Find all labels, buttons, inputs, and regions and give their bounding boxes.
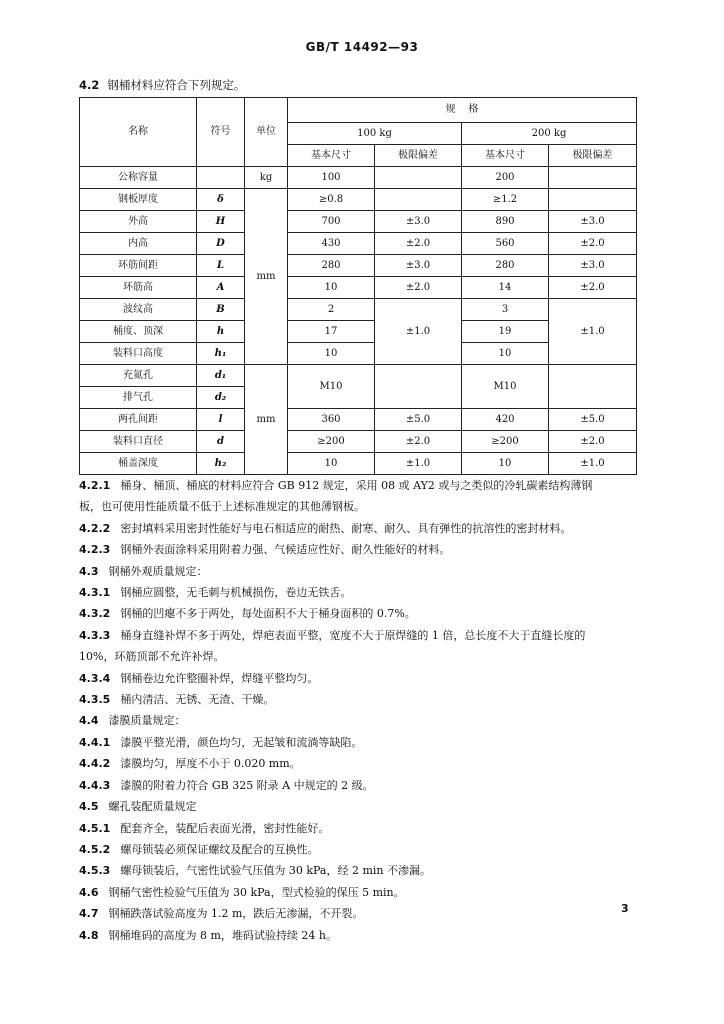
table-row <box>80 299 637 321</box>
cell-100-basic: 100 <box>288 167 375 189</box>
table-row <box>80 167 637 189</box>
clause-4-5 <box>79 796 639 817</box>
clause-text: 钢桶的凹瘪不多于两处，每处面积不大于桶身面积的 0.7%。 <box>120 607 416 621</box>
clause-4-5-2 <box>79 839 639 860</box>
clause-number: 4.3.4 <box>79 671 111 685</box>
clause-text: 钢桶堆码的高度为 8 m，堆码试验持续 24 h。 <box>108 928 337 942</box>
cell-100-basic: 430 <box>288 233 375 255</box>
cell-name: 装料口高度 <box>80 343 197 365</box>
clause-number: 4.5.1 <box>79 821 111 835</box>
clause-text: 漆膜质量规定： <box>108 714 186 728</box>
cell-200-tol <box>549 365 637 409</box>
cell-100-tol: ±3.0 <box>375 255 462 277</box>
col-header-basic-size: 基本尺寸 <box>288 145 375 167</box>
cell-100-tol <box>375 167 462 189</box>
cell-symbol: d₂ <box>197 387 245 409</box>
clause-number: 4.2.1 <box>79 479 111 492</box>
cell-200-tol: ±2.0 <box>549 431 637 453</box>
cell-200-tol <box>549 189 637 211</box>
cell-unit-mm: mm <box>245 189 288 365</box>
clause-4-3-1 <box>79 582 639 603</box>
cell-200-basic: 10 <box>462 343 549 365</box>
clause-text: 配套齐全，装配后表面光滑，密封性能好。 <box>120 821 330 835</box>
cell-200-basic: 14 <box>462 277 549 299</box>
clause-number: 4.4.1 <box>79 735 111 749</box>
clause-4-4-1 <box>79 732 639 753</box>
cell-200-basic: 19 <box>462 321 549 343</box>
cell-symbol: B <box>197 299 245 321</box>
clause-number: 4.3.2 <box>79 607 111 621</box>
clause-number: 4.5.2 <box>79 842 111 856</box>
cell-200-tol <box>549 167 637 189</box>
table-row <box>80 189 637 211</box>
clause-4-3 <box>79 561 639 582</box>
cell-symbol: d₁ <box>197 365 245 387</box>
clause-text: 钢桶卷边允许整圈补焊，焊缝平整均匀。 <box>120 671 319 685</box>
table-row <box>80 431 637 453</box>
cell-200-basic: 3 <box>462 299 549 321</box>
cell-100-basic: 17 <box>288 321 375 343</box>
cell-symbol: h₁ <box>197 343 245 365</box>
col-header-symbol: 符号 <box>197 98 245 167</box>
clause-body <box>79 475 639 946</box>
cell-200-basic: ≥1.2 <box>462 189 549 211</box>
clause-4-5-1 <box>79 818 639 839</box>
cell-name: 波纹高 <box>80 299 197 321</box>
clause-text-continued: 10%，环筋顶部不允许补焊。 <box>79 650 225 664</box>
clause-text: 桶内清洁、无锈、无渣、干燥。 <box>120 693 275 707</box>
clause-number: 4.7 <box>79 907 99 921</box>
clause-4-7 <box>79 903 639 924</box>
clause-4-3-3 <box>79 625 639 668</box>
cell-100-tol: ±3.0 <box>375 211 462 233</box>
cell-name: 充氮孔 <box>80 365 197 387</box>
clause-4-5-3 <box>79 860 639 881</box>
cell-100-thread: M10 <box>288 365 375 409</box>
clause-text: 漆膜平整光滑，颜色均匀，无起皱和流淌等缺陷。 <box>120 735 363 749</box>
clause-4-2-1 <box>79 475 639 518</box>
cell-200-basic: 560 <box>462 233 549 255</box>
table-row <box>80 409 637 431</box>
cell-100-tol: ±2.0 <box>375 277 462 299</box>
cell-name: 环筋高 <box>80 277 197 299</box>
cell-200-tol: ±2.0 <box>549 277 637 299</box>
table-row <box>80 211 637 233</box>
col-header-100kg: 100 kg <box>288 123 462 145</box>
cell-symbol: h <box>197 321 245 343</box>
material-spec-table <box>79 97 637 475</box>
clause-number: 4.8 <box>79 928 99 942</box>
cell-200-basic: ≥200 <box>462 431 549 453</box>
cell-200-tol: ±5.0 <box>549 409 637 431</box>
col-header-spec: 规 格 <box>288 98 637 123</box>
cell-name: 内高 <box>80 233 197 255</box>
clause-number: 4.4 <box>79 714 99 728</box>
clause-number: 4.3 <box>79 564 99 578</box>
cell-symbol <box>197 167 245 189</box>
cell-200-tol-group: ±1.0 <box>549 299 637 365</box>
cell-200-basic: 420 <box>462 409 549 431</box>
cell-100-basic: ≥200 <box>288 431 375 453</box>
clause-number: 4.2.2 <box>79 521 111 535</box>
standard-code-header: GB/T 14492—93 <box>305 40 419 54</box>
cell-symbol: A <box>197 277 245 299</box>
clause-text: 钢桶跌落试验高度为 1.2 m，跌后无渗漏，不开裂。 <box>108 907 364 921</box>
cell-200-tol: ±2.0 <box>549 233 637 255</box>
cell-symbol: d <box>197 431 245 453</box>
clause-text: 密封填料采用密封性能好与电石相适应的耐热、耐寒、耐久、具有弹性的抗溶性的密封材料。 <box>120 521 572 535</box>
col-header-unit: 单位 <box>245 98 288 167</box>
clause-number: 4.6 <box>79 885 99 899</box>
clause-text: 钢桶气密性检验气压值为 30 kPa，型式检验的保压 5 min。 <box>108 885 405 899</box>
table-row <box>80 365 637 387</box>
col-header-200kg: 200 kg <box>462 123 637 145</box>
clause-4-4 <box>79 710 639 731</box>
cell-100-basic: 700 <box>288 211 375 233</box>
clause-text: 钢桶材料应符合下列规定。 <box>107 78 246 92</box>
clause-number: 4.2 <box>79 78 100 92</box>
cell-name: 环筋间距 <box>80 255 197 277</box>
cell-100-basic: 360 <box>288 409 375 431</box>
cell-symbol: H <box>197 211 245 233</box>
cell-unit: kg <box>245 167 288 189</box>
cell-200-tol: ±3.0 <box>549 255 637 277</box>
clause-4-2-3 <box>79 539 639 560</box>
clause-text: 漆膜的附着力符合 GB 325 附录 A 中规定的 2 级。 <box>120 778 374 792</box>
clause-text: 螺孔装配质量规定 <box>108 800 197 814</box>
clause-text-continued: 板，也可使用性能质量不低于上述标准规定的其他薄钢板。 <box>79 500 365 514</box>
clause-text: 钢桶外观质量规定： <box>108 564 208 578</box>
cell-100-basic: 280 <box>288 255 375 277</box>
cell-symbol: l <box>197 409 245 431</box>
cell-unit-mm: mm <box>245 365 288 475</box>
col-header-basic-size: 基本尺寸 <box>462 145 549 167</box>
clause-number: 4.3.3 <box>79 628 111 642</box>
table-row <box>80 255 637 277</box>
col-header-tolerance: 极限偏差 <box>549 145 637 167</box>
cell-200-tol: ±3.0 <box>549 211 637 233</box>
cell-name: 外高 <box>80 211 197 233</box>
cell-symbol: L <box>197 255 245 277</box>
cell-name: 桶度、顶深 <box>80 321 197 343</box>
clause-number: 4.3.5 <box>79 693 111 707</box>
cell-200-basic: 890 <box>462 211 549 233</box>
clause-4-3-5 <box>79 689 639 710</box>
cell-name: 两孔间距 <box>80 409 197 431</box>
cell-200-basic: 10 <box>462 453 549 475</box>
page-number: 3 <box>621 902 629 915</box>
clause-4-3-2 <box>79 603 639 624</box>
clause-number: 4.5 <box>79 800 99 814</box>
clause-text: 钢桶应圆整，无毛刺与机械损伤，卷边无铁舌。 <box>120 586 352 600</box>
cell-100-basic: 10 <box>288 277 375 299</box>
cell-symbol: D <box>197 233 245 255</box>
cell-100-tol <box>375 365 462 409</box>
table-row <box>80 453 637 475</box>
cell-100-tol <box>375 189 462 211</box>
clause-number: 4.3.1 <box>79 586 111 600</box>
col-header-name: 名称 <box>80 98 197 167</box>
table-header-row <box>80 98 637 123</box>
clause-4-6 <box>79 882 639 903</box>
table-row <box>80 277 637 299</box>
clause-text: 漆膜均匀，厚度不小于 0.020 mm。 <box>120 757 301 771</box>
clause-text: 桶身、桶顶、桶底的材料应符合 GB 912 规定，采用 08 或 AY2 或与之类似的冷轧碳素结构薄钢 <box>120 479 593 492</box>
cell-symbol: h₂ <box>197 453 245 475</box>
cell-100-tol: ±2.0 <box>375 431 462 453</box>
clause-number: 4.2.3 <box>79 543 111 557</box>
clause-4-2-2 <box>79 518 639 539</box>
cell-200-tol: ±1.0 <box>549 453 637 475</box>
cell-100-basic: ≥0.8 <box>288 189 375 211</box>
clause-4-2-heading <box>79 77 245 93</box>
cell-name: 桶盖深度 <box>80 453 197 475</box>
cell-100-tol: ±1.0 <box>375 453 462 475</box>
cell-100-basic: 10 <box>288 453 375 475</box>
col-header-tolerance: 极限偏差 <box>375 145 462 167</box>
cell-200-basic: 280 <box>462 255 549 277</box>
cell-name: 排气孔 <box>80 387 197 409</box>
cell-name: 钢板厚度 <box>80 189 197 211</box>
cell-200-basic: 200 <box>462 167 549 189</box>
cell-200-thread: M10 <box>462 365 549 409</box>
clause-text: 螺母锁装必须保证螺纹及配合的互换性。 <box>120 842 319 856</box>
clause-number: 4.5.3 <box>79 864 111 878</box>
clause-text: 桶身直缝补焊不多于两处，焊疤表面平整，宽度不大于原焊缝的 1 倍，总长度不大于直缝长度的 <box>120 628 586 642</box>
clause-number: 4.4.2 <box>79 757 111 771</box>
table-row <box>80 233 637 255</box>
clause-number: 4.4.3 <box>79 778 111 792</box>
clause-text: 螺母锁装后，气密性试验气压值为 30 kPa，经 2 min 不渗漏。 <box>120 864 431 878</box>
clause-4-4-2 <box>79 753 639 774</box>
clause-4-8 <box>79 925 639 946</box>
cell-100-tol: ±2.0 <box>375 233 462 255</box>
cell-100-tol: ±5.0 <box>375 409 462 431</box>
cell-100-tol-group: ±1.0 <box>375 299 462 365</box>
cell-100-basic: 2 <box>288 299 375 321</box>
cell-name: 装料口直径 <box>80 431 197 453</box>
clause-text: 钢桶外表面涂料采用附着力强、气候适应性好、耐久性能好的材料。 <box>120 543 451 557</box>
clause-4-4-3 <box>79 775 639 796</box>
clause-4-3-4 <box>79 668 639 689</box>
cell-symbol: δ <box>197 189 245 211</box>
cell-name: 公称容量 <box>80 167 197 189</box>
cell-100-basic: 10 <box>288 343 375 365</box>
